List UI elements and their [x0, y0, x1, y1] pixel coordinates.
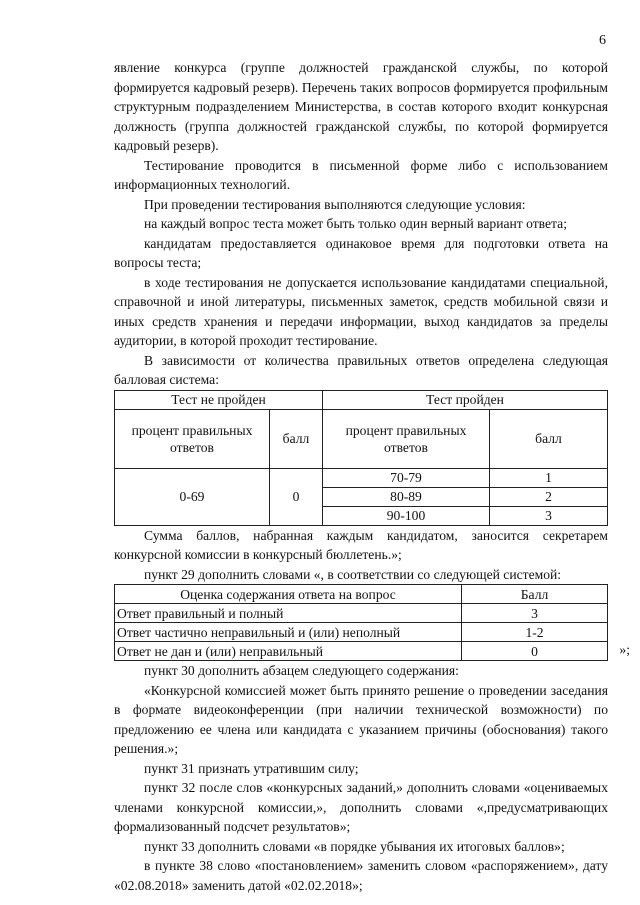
paragraph: в пункте 38 слово «постановлением» заменить словом «распоряжением», дату «02.08.2018» заменить датой «02.02.2018»;	[114, 858, 608, 893]
pass-percent-cell: 80-89	[323, 487, 490, 506]
col-score: Балл	[462, 585, 608, 604]
header-test-passed: Тест пройден	[323, 390, 608, 409]
paragraph: явление конкурса (группе должностей гражданской службы, по которой формируется кадровый резерв). Перечень таких вопросов формируется профильным структурным подразделением Министерства, в состав которого входит конкурсная должность (группа должностей гражданской службы, по которой формируется кадровый резерв).	[114, 60, 608, 153]
paragraph: пункт 29 дополнить словами «, в соответствии со следующей системой:	[144, 566, 562, 582]
assessment-cell: Ответ правильный и полный	[115, 604, 462, 623]
assessment-score-cell: 1-2	[462, 623, 608, 642]
fail-percent-cell: 0-69	[115, 468, 270, 525]
paragraph: пункт 30 дополнить абзацем следующего содержания:	[144, 663, 459, 678]
assessment-cell: Ответ не дан и (или) неправильный	[115, 642, 462, 661]
pass-score-cell: 1	[490, 468, 608, 487]
score-table-test	[114, 390, 608, 526]
table-closing-quote: »;	[619, 641, 630, 657]
assessment-table	[114, 584, 608, 661]
paragraphs-before-table	[114, 58, 608, 390]
pass-percent-cell: 90-100	[323, 506, 490, 525]
paragraph: пункт 31 признать утратившим силу;	[144, 760, 359, 776]
paragraph: Сумма баллов, набранная каждым кандидатом, заносится секретарем конкурсной комиссии в конкурсный бюллетень.»;	[114, 527, 608, 562]
paragraph: пункт 33 дополнить словами «в порядке убывания их итоговых баллов»;	[144, 838, 565, 854]
page-number: 6	[599, 33, 606, 48]
col-percent-pass: процент правильных ответов	[323, 409, 490, 468]
paragraph: В зависимости от количества правильных ответов определена следующая балловая система:	[114, 352, 608, 387]
paragraphs-between-tables	[114, 526, 608, 585]
col-assessment: Оценка содержания ответа на вопрос	[115, 585, 462, 604]
header-test-failed: Тест не пройден	[115, 390, 323, 409]
assessment-score-cell: 0	[462, 642, 608, 661]
pass-score-cell: 2	[490, 487, 608, 506]
paragraph: «Конкурсной комиссией может быть принято решение о проведении заседания в формате видеоконференции (при наличии технической возможности) по предложению ее члена или кандидата с указанием причины (обоснования) такого решения.»;	[114, 682, 608, 756]
paragraph: При проведении тестирования выполняются следующие условия:	[144, 196, 526, 212]
paragraphs-after-table	[114, 661, 608, 895]
pass-score-cell: 3	[490, 506, 608, 525]
assessment-cell: Ответ частично неправильный и (или) неполный	[115, 623, 462, 642]
col-percent-fail: процент правильных ответов	[115, 409, 270, 468]
assessment-table-wrap	[114, 584, 630, 661]
assessment-score-cell: 3	[462, 604, 608, 623]
document-body	[114, 58, 630, 895]
paragraph: Тестирование проводится в письменной форме либо с использованием информационных технологий.	[114, 157, 608, 192]
paragraph: в ходе тестирования не допускается использование кандидатами специальной, справочной и иной литературы, письменных заметок, средств мобильной связи и иных средств хранения и передачи информации, выход кандидатов за пределы аудитории, в которой проходит тестирование.	[114, 274, 608, 348]
fail-score-cell: 0	[270, 468, 323, 525]
paragraph: на каждый вопрос теста может быть только один верный вариант ответа;	[144, 216, 567, 231]
col-score-fail: балл	[270, 409, 323, 468]
pass-percent-cell: 70-79	[323, 468, 490, 487]
paragraph: кандидатам предоставляется одинаковое время для подготовки ответа на вопросы теста;	[114, 235, 608, 270]
col-score-pass: балл	[490, 409, 608, 468]
paragraph: пункт 32 после слов «конкурсных заданий,» дополнить словами «оцениваемых членами конкурсной комиссии,», дополнить словами «,предусматривающих формализованный подсчет результатов»;	[114, 780, 608, 834]
